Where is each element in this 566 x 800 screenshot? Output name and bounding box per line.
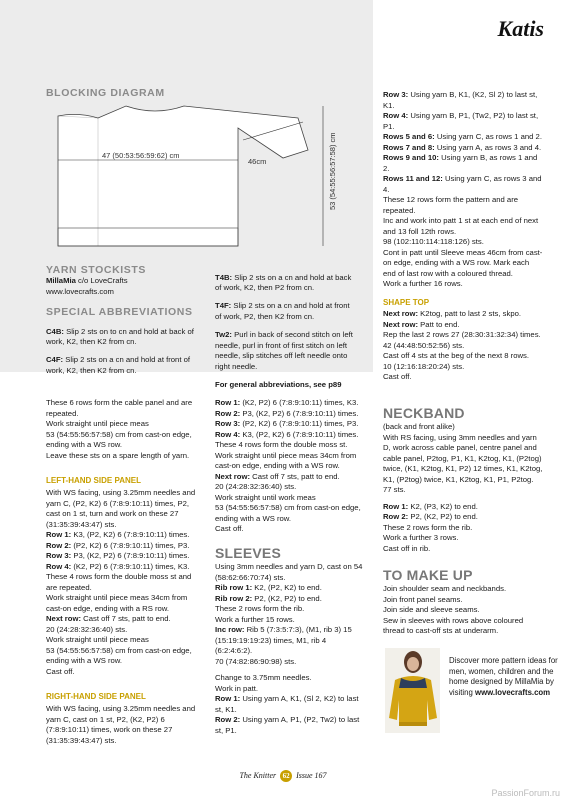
- shape-top-title: SHAPE TOP: [383, 298, 430, 307]
- pattern-name: Katis: [497, 16, 544, 41]
- abbr-left: C4B: Slip 2 sts on to cn and hold at back of work, K2, then K2 from cn. C4F: Slip 2 sts on a cn and hold at front of work, K2, then K2 from cn.: [46, 326, 194, 375]
- page-footer: The Knitter 62 Issue 167: [239, 771, 327, 780]
- yarn-stockists: MillaMia c/o LoveCrafts www.lovecrafts.com: [46, 276, 128, 296]
- make-up-title: TO MAKE UP: [383, 567, 473, 583]
- yarn-stockists-title: YARN STOCKISTS: [46, 264, 147, 276]
- make-up-text: Join shoulder seam and neckbands. Join front panel seams. Join side and sleeve seams. Sew in sleeves with rows above coloured thread to cast-off sts at underarm.: [383, 584, 524, 635]
- left-panel-text: With WS facing, using 3.25mm needles and yarn C, (P2, K2) 6 (7:8:9:10:11) times, P2, cast on 1 st, turn and work on these 27 (31:35:39:43:47) sts. Row 1: K3, (P2, K2) 6 (7:8:9:10:11) times. Row 2: (P2, K2) 6 (7:8:9:10:11) times, P3. Row 3: P3, (K2, P2) 6 (7:8:9:10:11) times. Row 4: (K2, P2) 6 (7:8:9:10:11) times, K3. These 4 rows form the double moss st and are repeated. Work straight until piece meas 34cm from cast-on edge, ending with a RS row. Next row: Cast off 7 sts, patt to end. 20 (24:28:32:36:40) sts. Work straight until piece meas 53 (54:55:56:57:58) cm from cast-on edge, ending with a WS row. Cast off.: [46, 488, 196, 676]
- width-label: 47 (50:53:56:59:62) cm: [102, 151, 180, 160]
- shape-top-text: Next row: K2tog, patt to last 2 sts, skpo. Next row: Patt to end. Rep the last 2 rows 27 (28:30:31:32:34) times. 42 (44:48:50:52:56) sts. Cast off 4 sts at the beg of the next 8 rows. 10 (12:16:18:20:24) sts. Cast off.: [383, 309, 541, 381]
- right-panel-text: With WS facing, using 3.25mm needles and yarn C, cast on 1 st, P2, (K2, P2) 6 (7:8:9:10:11) times, work on these 27 (31:35:39:43:47) sts.: [46, 704, 196, 745]
- watermark: PassionForum.ru: [491, 788, 560, 798]
- sleeves-title: SLEEVES: [215, 545, 281, 561]
- blocking-diagram: [38, 98, 348, 258]
- special-abbreviations-title: SPECIAL ABBREVIATIONS: [46, 306, 193, 318]
- sweater-photo: [385, 648, 440, 733]
- column-1: These 6 rows form the cable panel and are repeated. Work straight until piece meas 53 (54:55:56:57:58) cm from cast-on edge, ending with a WS row. Leave these sts on a spare length of yarn.: [46, 398, 193, 460]
- sleeve-label: 46cm: [248, 157, 267, 166]
- stockist-brand: MillaMia: [46, 276, 76, 285]
- promo-text: Discover more pattern ideas for men, women, children and the home designed by MillaMia by visiting www.lovecrafts.com: [449, 656, 558, 697]
- page-number: 62: [280, 770, 292, 782]
- neckband-text: (back and front alike) With RS facing, using 3mm needles and yarn D, work across cable panel, centre panel and cable panel, P2tog, P1, K1, K2tog, K1, (P2tog) twice, (K1, K2tog, K1, P2) 12 times, K1, K2tog, K1, (P2tog) twice, K1, K2tog, K1, P1, P2tog. 77 sts. Row 1: K2, (P3, K2) to end. Row 2: P2, (K2, P2) to end. These 2 rows form the rib. Work a further 3 rows. Cast off in rib.: [383, 422, 543, 553]
- promo-link[interactable]: www.lovecrafts.com: [475, 687, 551, 697]
- blocking-diagram-title: BLOCKING DIAGRAM: [46, 87, 165, 99]
- length-label: 53 (54:55:56:57:58) cm: [328, 132, 337, 210]
- sleeves-text: Using 3mm needles and yarn D, cast on 54 (58:62:66:70:74) sts. Rib row 1: K2, (P2, K2) to end. Rib row 2: P2, (K2, P2) to end. These 2 rows form the rib. Work a further 15 rows. Inc row: Rib 5 (7:3:5:7:3), (M1, rib 3) 15 (15:19:19:19:23) times, M1, rib 4 (6:2:4:6:2). 70 (74:82:86:90:98) sts. Change to 3.75mm needles. Work in patt. Row 1: Using yarn A, K1, (Sl 2, K2) to last st, K1. Row 2: Using yarn A, P1, (P2, Tw2) to last st, P1.: [215, 562, 363, 735]
- stockist-url: www.lovecrafts.com: [46, 286, 114, 296]
- abbr-right: T4B: Slip 2 sts on a cn and hold at back of work, K2, then P2 from cn. T4F: Slip 2 sts on a cn and hold at front of work, P2, then K2 from cn. Tw2: Purl in back of second stitch on left needle, purl in front of first stitch on left needle, slip stitches off left needle onto right needle. For general abbreviations, see p89: [215, 272, 353, 389]
- neckband-title: NECKBAND: [383, 405, 465, 421]
- column-3: Row 3: Using yarn B, K1, (K2, Sl 2) to last st, K1. Row 4: Using yarn B, P1, (Tw2, P2) to last st, P1. Rows 5 and 6: Using yarn C, as rows 1 and 2. Rows 7 and 8: Using yarn A, as rows 3 and 4. Rows 9 and 10: Using yarn B, as rows 1 and 2. Rows 11 and 12: Using yarn C, as rows 3 and 4. These 12 rows form the pattern and are repeated. Inc and work into patt 1 st at each end of next and 13 foll 12th rows. 98 (102:110:114:118:126) sts. Cont in patt until Sleeve meas 46cm from cast-on edge, ending with a WS row. Mark each end of last row with a coloured thread. Work a further 16 rows.: [383, 90, 543, 288]
- column-2: Row 1: (K2, P2) 6 (7:8:9:10:11) times, K3. Row 2: P3, (K2, P2) 6 (7:8:9:10:11) times. Row 3: (P2, K2) 6 (7:8:9:10:11) times, P3. Row 4: K3, (P2, K2) 6 (7:8:9:10:11) times. These 4 rows form the double moss st. Work straight until piece meas 34cm from cast-on edge, ending with a WS row. Next row: Cast off 7 sts, patt to end. 20 (24:28:32:36:40) sts. Work straight until work meas 53 (54:55:56:57:58) cm from cast-on edge, ending with a WS row. Cast off.: [215, 398, 361, 533]
- right-panel-title: RIGHT-HAND SIDE PANEL: [46, 692, 146, 701]
- left-panel-title: LEFT-HAND SIDE PANEL: [46, 476, 141, 485]
